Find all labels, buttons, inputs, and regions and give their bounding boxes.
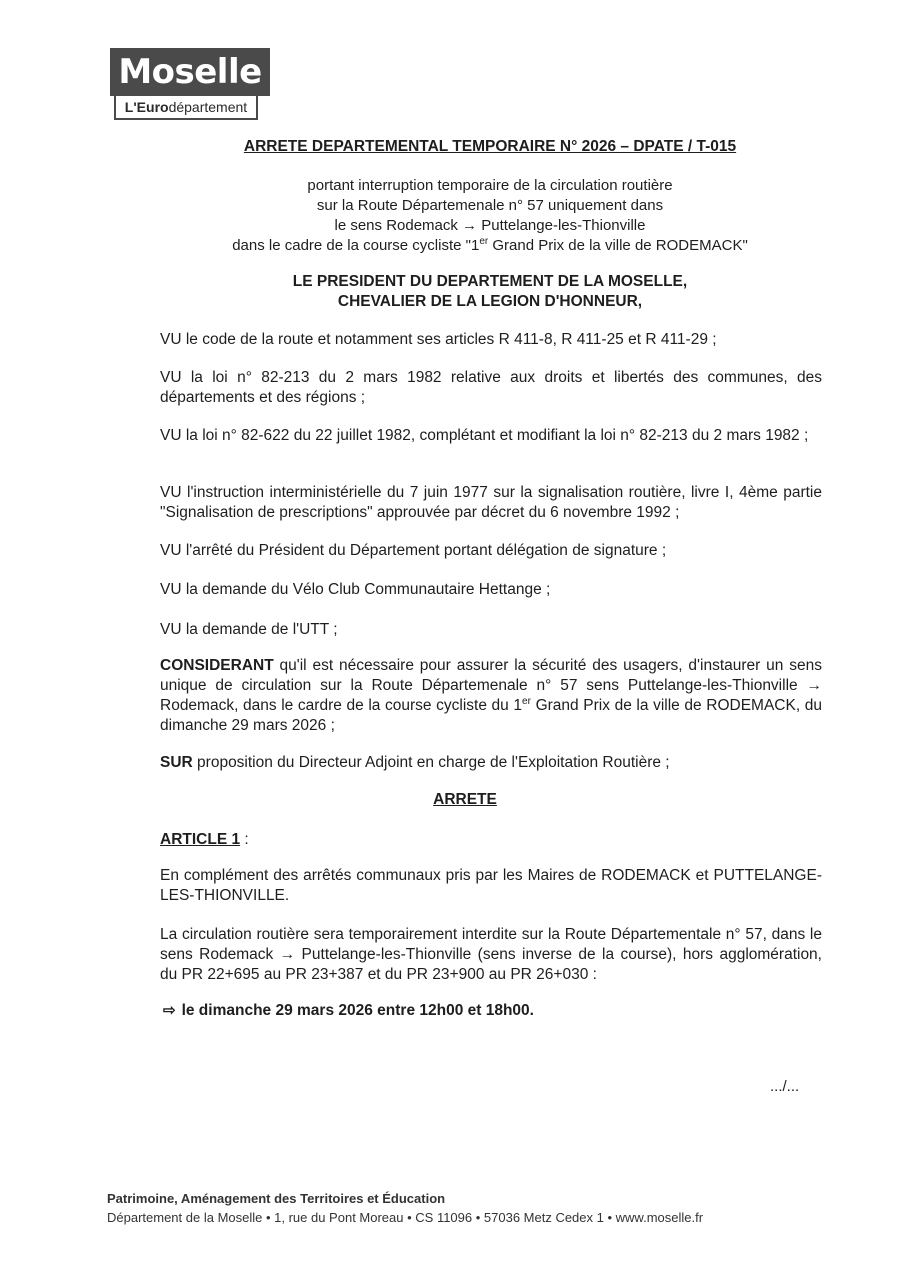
sur-body: proposition du Directeur Adjoint en charge de l'Exploitation Routière ; [192, 754, 670, 771]
vu-text: VU l'arrêté du Président du Département portant délégation de signature ; [160, 542, 667, 559]
subtitle-line [140, 236, 840, 256]
document-subtitle [140, 176, 840, 256]
article-1-date [163, 1001, 534, 1020]
article-1-para-1 [160, 866, 822, 906]
vu-text: VU le code de la route et notamment ses articles R 411-8, R 411-25 et R 411-29 ; [160, 331, 717, 348]
vu-paragraph [160, 330, 822, 350]
document-title: ARRETE DEPARTEMENTAL TEMPORAIRE N° 2026 – DPATE / T-015 [243, 138, 737, 155]
considerant-body: qu'il est nécessaire pour assurer la sécurité des usagers, d'instaurer un sens unique de circulation sur la Route Départemenale n° 57 sens Puttelange-les-Thionville → Rodemack, dans le cardre de la course cycliste du 1 [160, 657, 822, 714]
subtitle-line: le sens Rodemack → Puttelange-les-Thionville [334, 217, 646, 234]
article-1-text: La circulation routière sera temporairement interdite sur la Route Départementale n° 57, dans le sens Rodemack → Puttelange-les-Thionville (sens inverse de la course), hors agglomération, du PR 22+695 au PR 23+387 et du PR 23+900 au PR 26+030 : [160, 926, 822, 983]
article-1-para-2 [160, 925, 822, 985]
subtitle-line4-after: Grand Prix de la ville de RODEMACK" [488, 237, 748, 254]
vu-paragraph [160, 426, 822, 446]
president-heading [140, 272, 840, 312]
vu-text: VU l'instruction interministérielle du 7 juin 1977 sur la signalisation routière, livre I, 4ème partie "Signalisation de prescriptions" approuvée par décret du 6 novembre 1992 ; [160, 484, 822, 521]
footer [107, 1189, 703, 1227]
subtitle-line: portant interruption temporaire de la circulation routière [307, 177, 673, 194]
considerant-text [160, 656, 822, 736]
considerant-label: CONSIDERANT [160, 657, 274, 674]
sur-label: SUR [160, 754, 193, 771]
subtitle-line4-sup: er [479, 236, 489, 247]
logo-name: Moselle [110, 48, 270, 96]
article-1-date-text: le dimanche 29 mars 2026 entre 12h00 et 18h00. [181, 1002, 534, 1019]
vu-paragraph [160, 580, 822, 600]
article-1-label: ARTICLE 1 [160, 831, 241, 848]
sur-text [160, 753, 822, 773]
vu-text: VU la demande du Vélo Club Communautaire Hettange ; [160, 581, 551, 598]
considerant-paragraph [160, 656, 822, 736]
vu-paragraph [160, 368, 822, 408]
vu-paragraph [160, 483, 822, 523]
article-1-heading [160, 831, 249, 849]
logo-tagline [114, 96, 258, 120]
vu-paragraph [160, 541, 822, 561]
logo-tagline-rest: département [168, 99, 248, 115]
page-continuation: .../... [770, 1078, 800, 1095]
vu-paragraph [160, 620, 822, 640]
considerant-body-end: Grand Prix de la ville de RODEMACK, du dimanche 29 mars 2026 ; [160, 697, 822, 734]
president-line: CHEVALIER DE LA LEGION D'HONNEUR, [337, 293, 643, 310]
arrow-right-icon: ⇨ [163, 1002, 176, 1019]
article-1-suffix: : [240, 831, 249, 848]
sur-paragraph [160, 753, 822, 773]
moselle-logo [110, 48, 270, 120]
article-1-text: En complément des arrêtés communaux pris par les Maires de RODEMACK et PUTTELANGE-LES-THIONVILLE. [160, 867, 822, 904]
arrete-heading: ARRETE [433, 791, 497, 808]
considerant-sup: er [522, 695, 531, 707]
footer-department: Patrimoine, Aménagement des Territoires et Éducation [107, 1191, 446, 1206]
subtitle-line: sur la Route Départemenale n° 57 uniquement dans [316, 197, 664, 214]
vu-text: VU la demande de l'UTT ; [160, 621, 338, 638]
vu-text: VU la loi n° 82-622 du 22 juillet 1982, complétant et modifiant la loi n° 82-213 du 2 mars 1982 ; [160, 427, 809, 444]
footer-address: Département de la Moselle • 1, rue du Pont Moreau • CS 11096 • 57036 Metz Cedex 1 • www.moselle.fr [107, 1210, 704, 1225]
president-line: LE PRESIDENT DU DEPARTEMENT DE LA MOSELLE, [292, 273, 688, 290]
vu-text: VU la loi n° 82-213 du 2 mars 1982 relative aux droits et libertés des communes, des départements et des régions ; [160, 369, 822, 406]
subtitle-line4-before: dans le cadre de la course cycliste "1 [232, 237, 480, 254]
logo-tagline-bold: L'Euro [124, 99, 169, 115]
